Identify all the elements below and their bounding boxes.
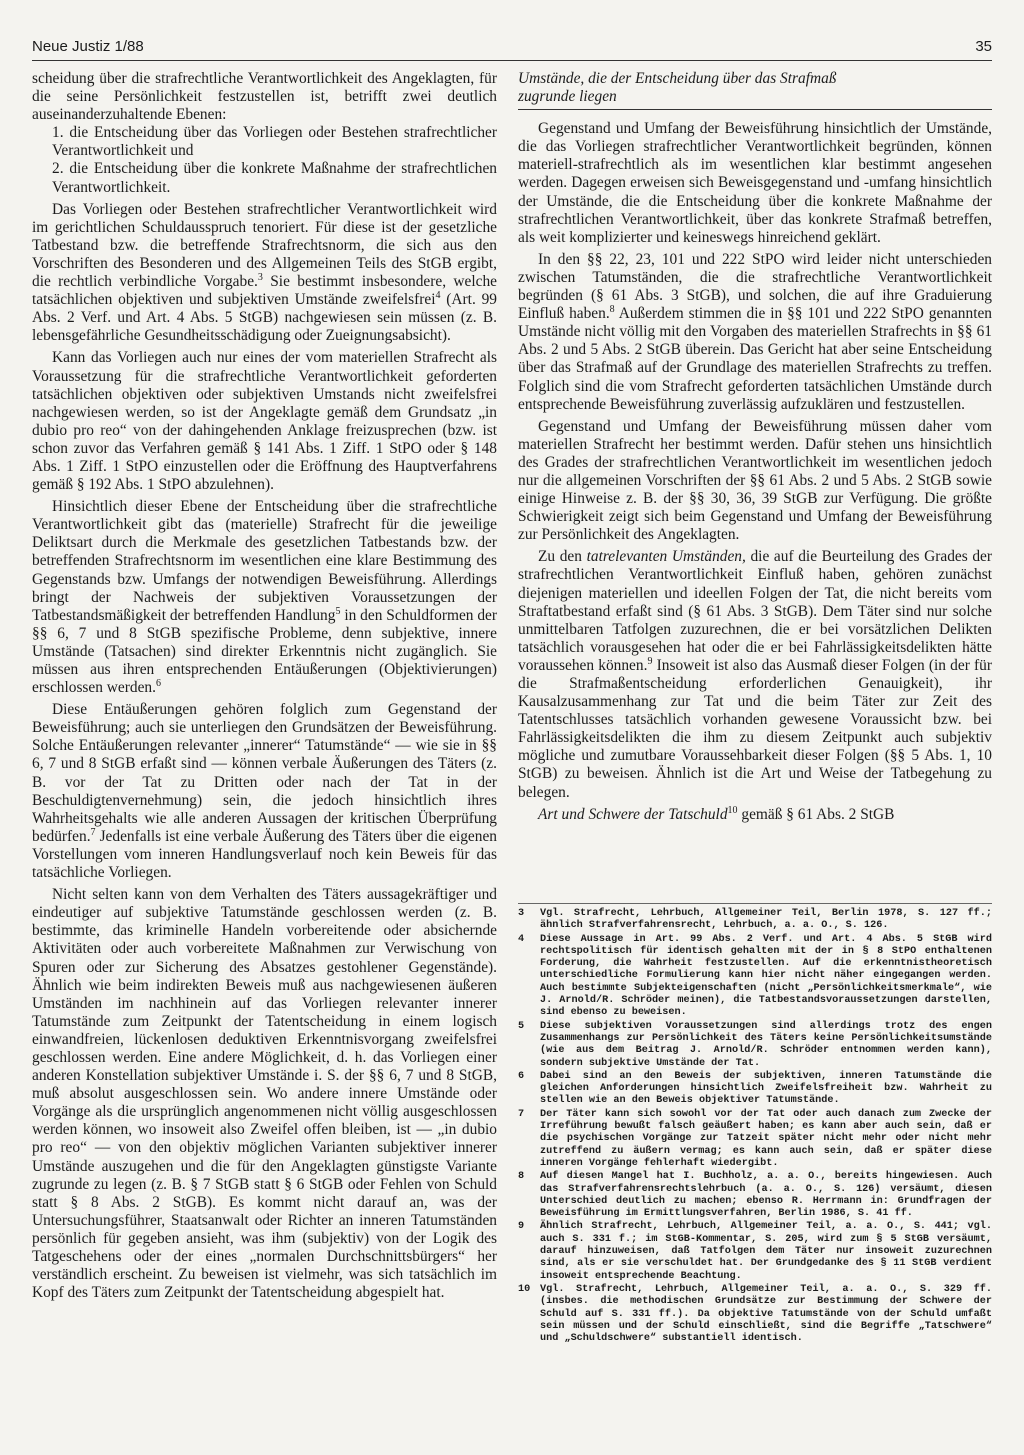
heading-line: zugrunde liegen [518,88,617,106]
footnote [518,1021,992,1070]
footnote-ref[interactable]: 5 [335,605,341,617]
footnote [518,1071,992,1108]
footnote-number: 6 [518,1070,525,1082]
paragraph [32,498,497,697]
paragraph [32,201,497,346]
footnote-text: Auf diesen Mangel hat I. Buchholz, a. a. O., bereits hingewiesen. Auch das Strafverfahrensrechtslehrbuch (a. a. O., S. 126) versäumt, diesen Unterschied deutlich zu machen; ebenso R. Herrmann in: Grundfragen der Beweisführung im Ermittlungsverfahren, Berlin 1986, S. 41 ff. [540,1171,992,1220]
text-run: Jedenfalls ist eine verbale Äußerung des Täters über die eigenen Vorstellungen vom inneren Handlungsverlauf noch kein Beweis für das tatsächliche Vorliegen. [32,827,497,882]
journal-issue: Neue Justiz 1/88 [32,38,144,55]
emphasis: tatrelevanten Umständen, [586,548,746,566]
paragraph [518,806,992,824]
paragraph [32,701,497,882]
footnote-ref[interactable]: 10 [727,804,738,816]
heading-line: Umstände, die der Entscheidung über das Strafmaß [518,70,837,87]
list-item: 1. die Entscheidung über das Vorliegen oder Bestehen strafrechtlicher Verantwortlichkeit und [52,124,497,160]
text-run: die auf die Beurteilung des Grades der strafrechtlichen Verantwortlichkeit Einfluß haben, gehören zunächst diejenigen materiellen und ideellen Folgen der Tat, die nicht bereits vom Straftatbestand erfaßt sind (§ 61 Abs. 3 StGB). Dem Täter sind nur solche unmittelbaren Tatfolgen zuzurechnen, die er bei vorsätzlichen Delikten tatsächlich vorausgesehen hat oder die er bei Fahrlässigkeitsdelikten hätte voraussehen können. [518,548,993,674]
footnote-ref[interactable]: 4 [435,290,441,301]
text-run: in den Schuldformen der §§ 6, 7 und 8 StGB spezifische Probleme, denn subjektive, innere Umstände (Tatsachen) sind direkter Erkenntnis nicht zugänglich. Sie müssen aus ihren entsprechenden Entäußerungen (Objektivierungen) erschlossen werden. [32,606,498,697]
footnote-ref[interactable]: 9 [647,655,653,667]
text-run: Diese Entäußerungen gehören folglich zum Gegenstand der Beweisführung; auch sie unterliegen den Grundsätzen der Beweisführung. Solche Entäußerungen relevanter „innerer“ Tatumstände“ — wie sie in §§ 6, 7 und 8 StGB erfaßt sind — können verbale Äußerungen des Täters (z. B. vor der Tat zu Dritten oder nach der Tat in der Beschuldigtenvernehmung) sein, die jedoch hinsichtlich ihres Wahrheitsgehalts wie alle anderen Aussagen der kritischen Überprüfung bedürfen. [32,701,497,845]
paragraph: Nicht selten kann von dem Verhalten des Täters aussagekräftiger und eindeutiger auf subjektive Tatumstände geschlossen werden (z. B. bestimmte, das kriminelle Handeln vorbereitende oder absichernde Aktivitäten oder auch vorbereitete Maßnahmen zur Verwischung von Spuren oder zur Sicherung des Absatzes gestohlener Gegenstände). Ähnlich wie beim indirekten Beweis muß aus nachgewiesenen äußeren Umständen im nachhinein auf das Vorliegen relevanter innerer Tatumstände zum Zeitpunkt der Tatentscheidung in einem logisch einwandfreien, lückenlosen deduktiven Erkenntnisvorgang zweifelsfrei geschlossen werden. Eine andere Möglichkeit, d. h. das Vorliegen einer anderen Konstellation subjektiver Umstände i. S. der §§ 6, 7 und 8 StGB, muß absolut ausgeschlossen sein. Wo andere innere Umstände oder Vorgänge als die ursprünglich angenommenen nicht völlig ausgeschlossen werden können, wo insoweit also Zweifel offen bleiben, ist — „in dubio pro reo“ — von den objektiv möglichen Varianten subjektiver innerer Umstände auszugehen und die für den Angeklagten günstigste Variante zugrunde zu legen (z. B. § 7 StGB statt § 6 StGB oder Fehlen von Schuld statt § 8 Abs. 2 StGB). Es kommt nicht darauf an, was der Untersuchungsführer, Staatsanwalt oder Richter an inneren Tatumständen persönlich für gegeben ansieht, was ihm (subjektiv) von der Logik des Tatgeschehens oder der eines „normalen Durchschnittsbürgers“ her verständlich erscheint. Zu beweisen ist vielmehr, was sich tatsächlich im Kopf des Täters zum Zeitpunkt der Tatentscheidung abgespielt hat. [32,886,497,1302]
footnote [518,1109,992,1170]
text-run: (Art. 99 Abs. 2 Verf. und Art. 4 Abs. 5 StGB) nachgewiesen sein müssen (z. B. lebensgefährliche Gesundheitsschädigung oder Zueignungsabsicht). [32,291,498,345]
right-column [518,70,992,824]
footnote-number: 9 [518,1221,525,1233]
text-run: Außerdem stimmen die in §§ 101 und 222 StPO genannten Umstände nicht völlig mit den Vorgaben des materiellen Strafrechts in §§ 61 Abs. 2 und 5 Abs. 2 StGB überein. Das Gericht hat aber seine Entscheidung über das Strafmaß auf der Grundlage des materiellen Strafrechts zu treffen. Folglich sind die vom Strafrecht geforderten tatsächlichen Umstände durch entsprechende Beweisführung zuverlässig aufzuklären und festzustellen. [518,305,993,413]
footnote [518,1284,992,1345]
footnote-text: Vgl. Strafrecht, Lehrbuch, Allgemeiner Teil, Berlin 1978, S. 127 ff.; ähnlich Strafverfahrensrecht, Lehrbuch, a. a. O., S. 126. [540,908,992,932]
footnote [518,1221,992,1282]
paragraph: Gegenstand und Umfang der Beweisführung hinsichtlich der Umstände, die das Vorliegen strafrechtlicher Verantwortlichkeit begründen, können materiell-strafrechtlich als im wesentlichen klar bestimmt angesehen werden. Dagegen erweisen sich Beweisgegenstand und -umfang hinsichtlich der Umstände, die die Entscheidung über die konkrete Maßnahme der strafrechtlichen Verantwortlichkeit, über das konkrete Strafmaß betreffen, als weit komplizierter und keineswegs hinreichend geklärt. [518,120,992,246]
footnote-ref[interactable]: 8 [609,304,615,315]
footnote-number: 8 [518,1171,525,1183]
text-run: Hinsichtlich dieser Ebene der Entscheidung über die strafrechtliche Verantwortlichkeit gibt das (materielle) Strafrecht für die jeweilige Deliktsart durch die Merkmale des gesetzlichen Tatbestands bzw. der betreffenden Strafrechtsnorm im wesentlichen eine klare Bestimmung des Gegenstands bzw. Umfangs der notwendigen Beweisführung. Allerdings bringt der Nachweis der subjektiven Voraussetzungen der Tatbestandsmäßigkeit der betreffenden Handlung [32,498,497,624]
footnote-text: Dabei sind an den Beweis der subjektiven, inneren Tatumstände die gleichen Anforderungen hinsichtlich Zweifelsfreiheit bzw. Wahrheit zu stellen wie an den Beweis objektiver Tatumstände. [540,1070,992,1107]
section-heading [518,70,992,110]
text-run: Insoweit ist also das Ausmaß dieser Folgen (in der für die Strafmaßentscheidung erforderlichen Genauigkeit), ihr Kausalzusammenhang zur Tat und die beim Täter zur Zeit des Tatentschlusses tatsächlich vorhanden gewesene Voraussicht bzw. bei Fahrlässigkeitsdelikten die ihm zu diesem Zeitpunkt auch subjektiv mögliche und zumutbare Voraussehbarkeit dieser Folgen (§§ 5 Abs. 1, 10 StGB) zu beweisen. Ähnlich ist die Art und Weise der Tatbegehung zu belegen. [518,656,992,801]
footnote-text: Ähnlich Strafrecht, Lehrbuch, Allgemeiner Teil, a. a. O., S. 441; vgl. auch S. 331 f.; im StGB-Kommentar, S. 205, wird zum § 5 StGB versäumt, darauf hinzuweisen, daß Tatfolgen dem Täter nur insoweit zuzurechnen sind, als er sie verschuldet hat. Der Grundgedanke des § 11 StGB verdient insoweit entsprechende Beachtung. [540,1221,992,1282]
footnote [518,1171,992,1220]
footnote-number: 3 [518,908,525,919]
footnote-ref[interactable]: 6 [155,677,161,689]
text-run: Zu den [538,548,587,566]
footnote [518,934,992,1020]
footnote-number: 4 [518,933,525,945]
footnote-rule [518,903,992,904]
text-run: gemäß § 61 Abs. 2 StGB [737,805,895,823]
footnote-ref[interactable]: 3 [257,271,263,283]
footnote-text: Der Täter kann sich sowohl vor der Tat oder auch danach zum Zwecke der Irreführung bewußt falsch geäußert haben; es kann aber auch sein, daß er die psychischen Vorgänge zur Tatzeit später nicht mehr oder nicht mehr zutreffend zu äußern vermag; es kann auch sein, daß er später diese inneren Vorgänge fehlerhaft wiedergibt. [540,1108,992,1169]
paragraph: Gegenstand und Umfang der Beweisführung müssen daher vom materiellen Strafrecht her bestimmt werden. Dafür stehen uns hinsichtlich des Grades der strafrechtlichen Verantwortlichkeit im wesentlichen jedoch nur die allgemeinen Vorschriften der §§ 61 Abs. 2 und 5 Abs. 2 StGB sowie einige Hinweise z. B. der §§ 30, 36, 39 StGB zur Verfügung. Die größte Schwierigkeit zeigt sich beim Gegenstand und Umfang der Beweisführung zur Persönlichkeit des Angeklagten. [518,417,992,544]
footnote-number: 7 [518,1108,525,1120]
left-column [32,70,497,1302]
footnote-text: Diese subjektiven Voraussetzungen sind allerdings trotz des engen Zusammenhangs zur Persönlichkeit des Täters keine Persönlichkeitsumstände (wie aus dem Beitrag J. Arnold/R. Schröder entnommen werden kann), sondern subjektive Umstände der Tat. [540,1020,992,1069]
paragraph [518,251,992,414]
paragraph [518,548,992,801]
footnote [518,908,992,933]
page-number: 35 [975,38,992,55]
paragraph: Kann das Vorliegen auch nur eines der vom materiellen Strafrecht als Voraussetzung für die strafrechtliche Verantwortlichkeit geforderten tatsächlichen objektiven oder subjektiven Umstands nicht zweifelsfrei nachgewiesen werden, so ist der Angeklagte gemäß dem Grundsatz „in dubio pro reo“ von der dahingehenden Anklage freizusprechen (bzw. ist schon zuvor das Verfahren gemäß § 141 Abs. 1 Ziff. 1 StPO oder § 148 Abs. 1 Ziff. 1 StPO einzustellen oder die Eröffnung des Hauptverfahrens gemäß § 192 Abs. 1 StPO abzulehnen). [32,349,497,494]
footnotes [518,908,992,1346]
footnote-text: Diese Aussage in Art. 99 Abs. 2 Verf. und Art. 4 Abs. 5 StGB wird rechtspolitisch für identisch gehalten mit der in § 8 StPO enthaltenen Forderung, die Wahrheit festzustellen. Auf die erkenntnistheoretisch unterschiedliche Formulierung kann hier nicht näher eingegangen werden. Auch bestimmte Subjekteigenschaften (nicht „Persönlichkeitsmerkmale“, wie J. Arnold/R. Schröder meinen), die Tatbestandsvoraussetzungen darstellen, sind ebenso zu beweisen. [540,933,992,1019]
footnote-number: 5 [518,1020,525,1032]
page-header [32,38,992,61]
footnote-ref[interactable]: 7 [90,826,96,838]
text-run: In den §§ 22, 23, 101 und 222 StPO wird leider nicht unterschieden zwischen Tatumständen, die die strafrechtliche Verantwortlichkeit begründen (§ 61 Abs. 3 StGB), und solchen, die auf ihre Graduierung Einfluß haben. [518,250,992,323]
footnote-number: 10 [518,1283,531,1295]
paragraph: scheidung über die strafrechtliche Verantwortlichkeit des Angeklagten, für die seine Persönlichkeit festzustellen ist, betrifft zwei deutlich auseinanderzuhaltende Ebenen: [32,70,497,124]
list-item: 2. die Entscheidung über die konkrete Maßnahme der strafrechtlichen Verantwortlichkeit. [52,160,497,196]
text-run: Das Vorliegen oder Bestehen strafrechtlicher Verantwortlichkeit wird im gerichtlichen Schuldausspruch tenoriert. Für diese ist der gesetzliche Tatbestand bzw. die betreffende Strafrechtsnorm, die sich aus den Vorschriften des Besonderen und des Allgemeinen Teils des StGB ergibt, die rechtlich verbindliche Vorgabe. [32,200,497,291]
text-run: Sie bestimmt insbesondere, welche tatsächlichen objektiven und subjektiven Umstände zweifelsfrei [32,273,497,309]
footnote-text: Vgl. Strafrecht, Lehrbuch, Allgemeiner Teil, a. a. O., S. 329 ff. (insbes. die methodischen Grundsätze zur Bestimmung der Schwere der Schuld auf S. 331 ff.). Da objektive Tatumstände von der Schuld umfaßt sein müssen und der Schuld einschließt, sind die Begriffe „Tatschwere“ und „Schuldschwere“ substantiell identisch. [540,1283,992,1345]
emphasis: Art und Schwere der Tatschuld [538,805,728,823]
